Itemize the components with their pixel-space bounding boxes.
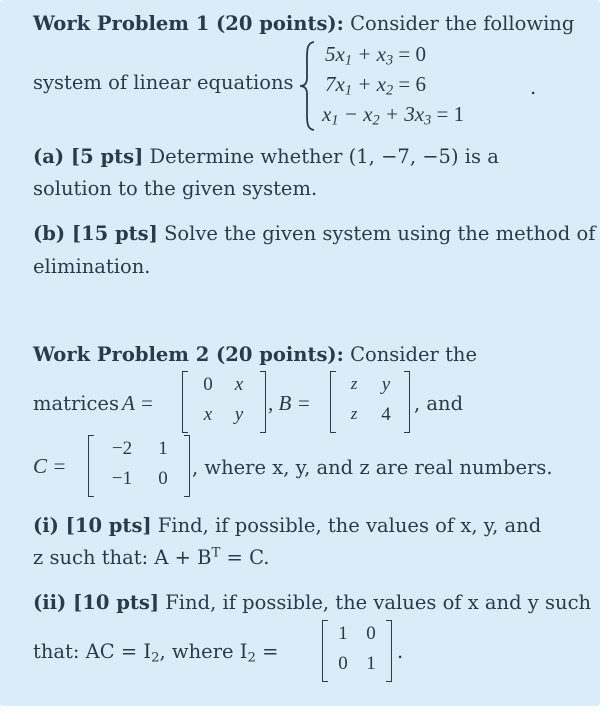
part-i-label: (i) [10 pts] xyxy=(33,514,152,537)
matrix-a-label: A = xyxy=(122,391,154,415)
equation-1: $5x_1 + x_3 = 0$ xyxy=(325,42,426,69)
identity-trailing-period: . xyxy=(397,640,404,663)
problem2-intro: Consider the xyxy=(350,343,478,366)
matrix-b-label: , B = xyxy=(268,391,311,415)
and-word: , and xyxy=(414,392,464,415)
matrix-c: −2 1 −1 0 xyxy=(88,435,190,497)
part-i-text: Find, if possible, the values of x, y, and xyxy=(157,514,542,537)
equation-2: $7x_1 + x_2 = 6$ xyxy=(325,72,426,99)
problem2-title: Work Problem 2 (20 points): xyxy=(33,343,344,366)
matrix-a: 0 x x y xyxy=(182,371,266,433)
where-text: , where x, y, and z are real numbers. xyxy=(192,456,553,479)
system-trailing-period: . xyxy=(530,76,537,99)
part-i-line1 xyxy=(33,514,541,538)
part-b-label: (b) [15 pts] xyxy=(33,222,158,245)
part-a-text: Determine whether (1, −7, −5) is a xyxy=(149,145,499,168)
problem1-header xyxy=(33,12,574,36)
part-b-text: Solve the given system using the method of xyxy=(164,222,596,245)
part-ii-line2: that: AC = $I_2$, where $I_2$ = xyxy=(33,640,279,666)
identity-matrix: 1 0 0 1 xyxy=(322,620,392,682)
part-a-line2: solution to the given system. xyxy=(33,177,318,200)
problem1-title: Work Problem 1 (20 points): xyxy=(33,12,344,35)
matrix-b: z y z 4 xyxy=(330,371,410,433)
part-b-line2: elimination. xyxy=(33,255,151,278)
part-i-line2: z such that: $A + B^T = C$. xyxy=(33,545,270,569)
equation-system xyxy=(322,39,465,129)
matrices-word: matrices xyxy=(33,392,119,415)
problem2-header xyxy=(33,343,477,367)
problem1-intro: Consider the following xyxy=(350,12,575,35)
system-brace xyxy=(297,40,317,132)
equation-3: $x_1 - x_2 + 3x_3 = 1$ xyxy=(322,102,465,129)
problem1-lead: system of linear equations xyxy=(33,71,294,94)
part-a-label: (a) [5 pts] xyxy=(33,145,144,168)
part-a-line1 xyxy=(33,145,499,169)
part-ii-label: (ii) [10 pts] xyxy=(33,591,160,614)
part-ii-text: Find, if possible, the values of x and y such xyxy=(165,591,592,614)
part-b-line1 xyxy=(33,222,595,246)
part-ii-line1 xyxy=(33,591,591,615)
matrix-c-label: C = xyxy=(33,454,67,478)
